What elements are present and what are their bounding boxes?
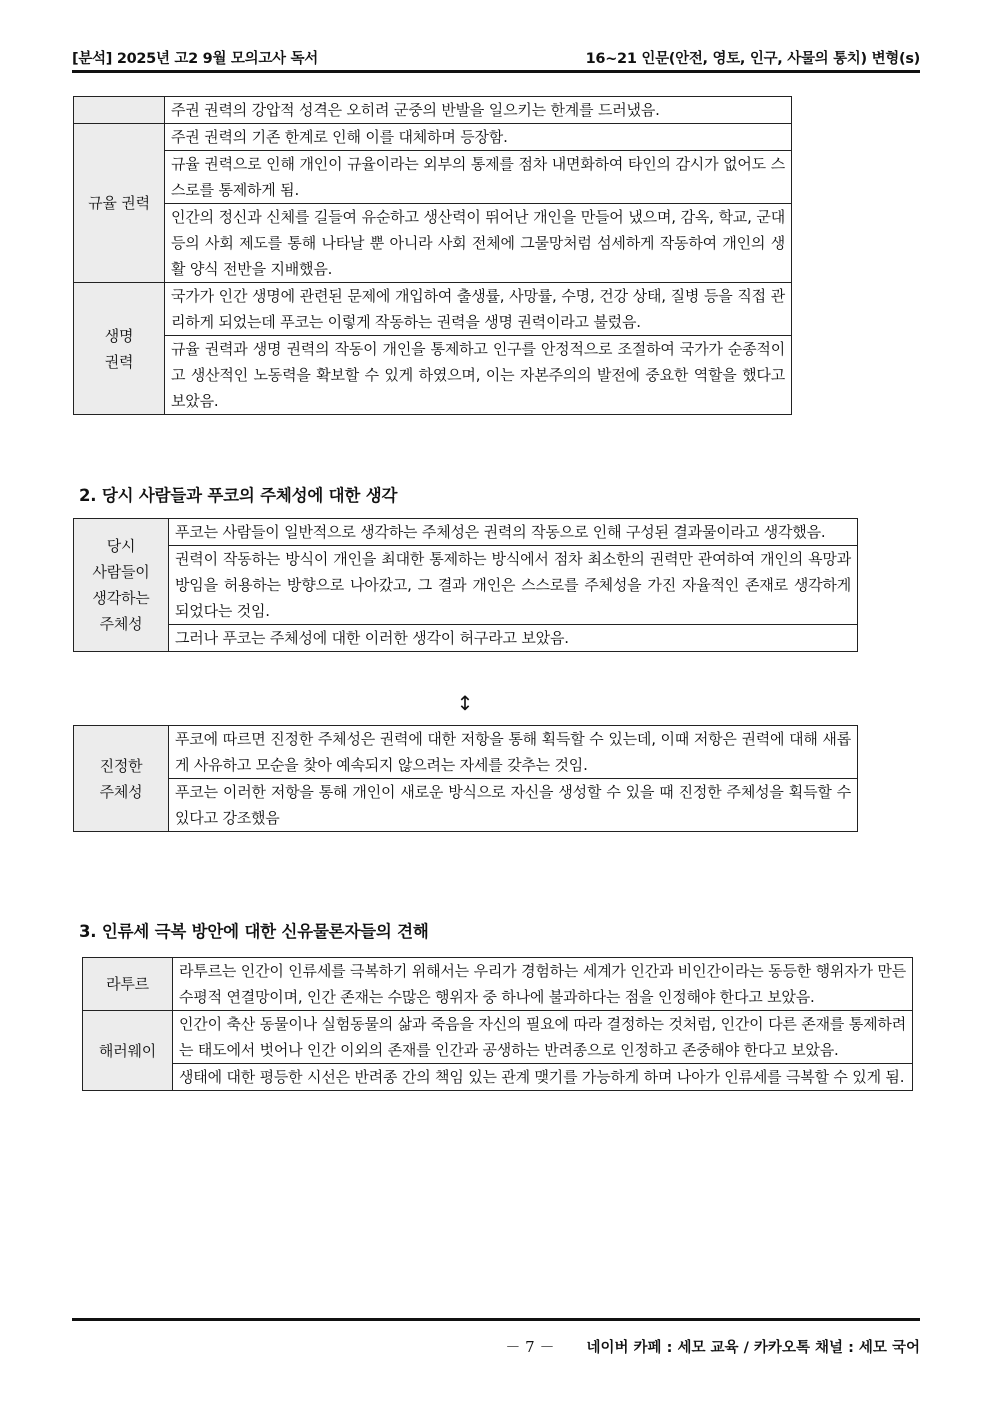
table-row [83, 958, 913, 1011]
latour-text: 라투르는 인간이 인류세를 극복하기 위해서는 우리가 경험하는 세계가 인간과 비인간이라는 동등한 행위자가 만든 수평적 연결망이며, 인간 존재는 수많은 행위자 중 하나에 불과하다는 점을 인정해야 한다고 보았음. [173, 958, 913, 1011]
table-row [74, 726, 858, 779]
table-row [74, 336, 792, 415]
true-subj-text-1: 푸코에 따르면 진정한 주체성은 권력에 대한 저항을 통해 획득할 수 있는데, 이때 저항은 권력에 대해 새롭게 사유하고 모순을 찾아 예속되지 않으려는 자세를 갖추는 것임. [169, 726, 858, 779]
table-row [74, 151, 792, 204]
label-line: 당시 [106, 537, 136, 555]
people-text-3: 그러나 푸코는 주체성에 대한 이러한 생각이 허구라고 보았음. [169, 625, 858, 652]
discipline-text-2: 규율 권력으로 인해 개인이 규율이라는 외부의 통제를 점차 내면화하여 타인의 감시가 없어도 스스로를 통제하게 됨. [165, 151, 792, 204]
table-row [74, 283, 792, 336]
page-number: － 7 － [505, 1338, 555, 1356]
biopower-text-1: 국가가 인간 생명에 관련된 문제에 개입하여 출생률, 사망률, 수명, 건강 상태, 질병 등을 직접 관리하게 되었는데 푸코는 이렇게 작동하는 권력을 생명 권력이라고 불렀음. [165, 283, 792, 336]
footer-rule [72, 1318, 920, 1321]
table-row [83, 1064, 913, 1091]
section2-title: 2. 당시 사람들과 푸코의 주체성에 대한 생각 [79, 486, 398, 505]
page-footer [505, 1336, 920, 1357]
biopower-text-2: 규율 권력과 생명 권력의 작동이 개인을 통제하고 인구를 안정적으로 조절하여 국가가 순종적이고 생산적인 노동력을 확보할 수 있게 하였으며, 이는 자본주의의 발전에 중요한 역할을 했다고 보았음. [165, 336, 792, 415]
label-line: 주체성 [99, 782, 143, 801]
section3-title: 3. 인류세 극복 방안에 대한 신유물론자들의 견해 [79, 922, 429, 941]
discipline-text-3: 인간의 정신과 신체를 길들여 유순하고 생산력이 뛰어난 개인을 만들어 냈으며, 감옥, 학교, 군대 등의 사회 제도를 통해 나타날 뿐 아니라 사회 전체에 그물망처럼 섬세하게 작동하여 개인의 생활 양식 전반을 지배했음. [165, 204, 792, 283]
people-subjectivity-table [73, 518, 858, 652]
label-line: 주체성 [99, 615, 143, 633]
header-rule [72, 70, 920, 73]
page-header [72, 42, 920, 68]
header-right: 16~21 인문(안전, 영토, 인구, 사물의 통치) 변형(s) [585, 51, 920, 67]
empty-label-cell [74, 97, 165, 124]
people-subjectivity-label [74, 519, 169, 652]
table-row [74, 124, 792, 151]
table-row [74, 204, 792, 283]
haraway-label: 해러웨이 [83, 1011, 173, 1091]
table-row [74, 779, 858, 832]
table-row [74, 625, 858, 652]
label-line: 사람들이 [92, 563, 150, 581]
label-line: 생각하는 [92, 589, 150, 607]
biopower-label-line1: 생명 [104, 326, 134, 345]
table-row [74, 519, 858, 546]
biopower-label-line2: 권력 [104, 352, 134, 371]
updown-arrow-icon: ↕ [456, 691, 474, 715]
header-left: [분석] 2025년 고2 9월 모의고사 독서 [72, 51, 318, 67]
true-subjectivity-table [73, 725, 858, 832]
haraway-text-2: 생태에 대한 평등한 시선은 반려종 간의 책임 있는 관계 맺기를 가능하게 하며 나아가 인류세를 극복할 수 있게 됨. [173, 1064, 913, 1091]
table-row [74, 97, 792, 124]
true-subjectivity-label [74, 726, 169, 832]
discipline-text-1: 주권 권력의 기존 한계로 인해 이를 대체하며 등장함. [165, 124, 792, 151]
table-row [83, 1011, 913, 1064]
people-text-1: 푸코는 사람들이 일반적으로 생각하는 주체성은 권력의 작동으로 인해 구성된 결과물이라고 생각했음. [169, 519, 858, 546]
power-table [73, 96, 792, 415]
discipline-label: 규율 권력 [74, 124, 165, 283]
haraway-text-1: 인간이 축산 동물이나 실험동물의 삶과 죽음을 자신의 필요에 따라 결정하는 것처럼, 인간이 다른 존재를 통제하려는 태도에서 벗어나 인간 이외의 존재를 인간과 공생하는 반려종으로 인정하고 존중해야 한다고 보았음. [173, 1011, 913, 1064]
label-line: 진정한 [99, 756, 143, 775]
footer-channel-text: 네이버 카페 : 세모 교육 / 카카오톡 채널 : 세모 국어 [586, 1340, 920, 1356]
new-materialism-table [82, 957, 913, 1091]
sovereign-limit-text: 주권 권력의 강압적 성격은 오히려 군중의 반발을 일으키는 한계를 드러냈음. [165, 97, 792, 124]
biopower-label [74, 283, 165, 415]
latour-label: 라투르 [83, 958, 173, 1011]
true-subj-text-2: 푸코는 이러한 저항을 통해 개인이 새로운 방식으로 자신을 생성할 수 있을 때 진정한 주체성을 획득할 수 있다고 강조했음 [169, 779, 858, 832]
people-text-2: 권력이 작동하는 방식이 개인을 최대한 통제하는 방식에서 점차 최소한의 권력만 관여하여 개인의 욕망과 방임을 허용하는 방향으로 나아갔고, 그 결과 개인은 스스로를 주체성을 가진 자율적인 존재로 생각하게 되었다는 것임. [169, 546, 858, 625]
table-row [74, 546, 858, 625]
